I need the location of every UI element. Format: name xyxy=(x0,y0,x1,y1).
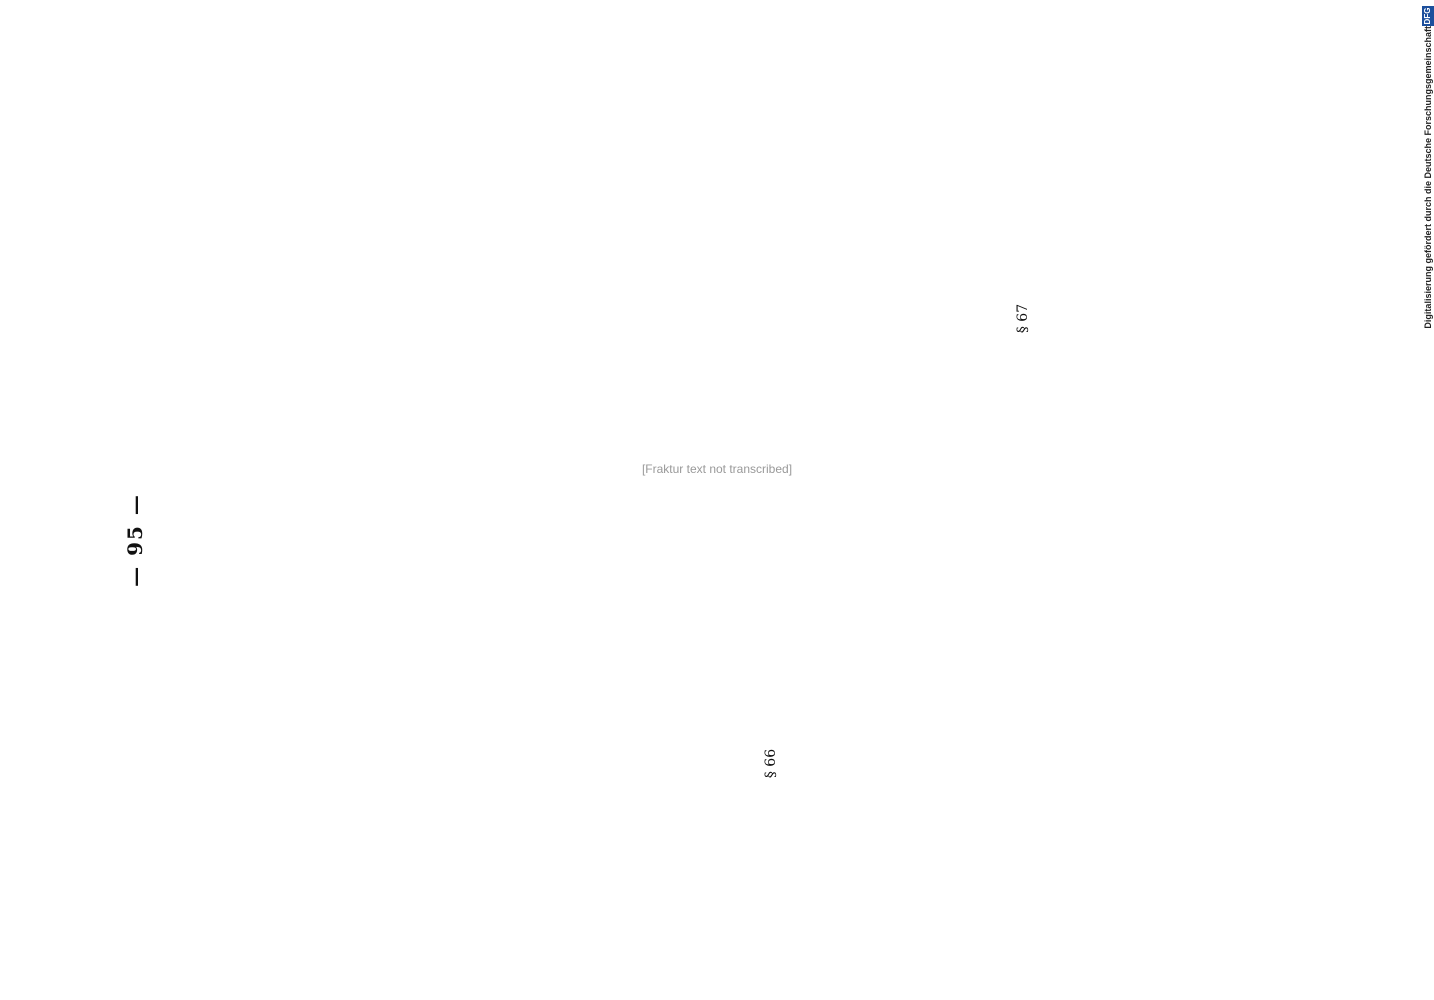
paragraph xyxy=(795,561,1065,966)
digitisation-credit xyxy=(1422,0,1434,1000)
book-page xyxy=(113,110,1333,970)
dfg-logo: DFG xyxy=(1423,7,1432,25)
section-heading-66: § 66 xyxy=(763,748,779,779)
paragraph xyxy=(775,116,831,521)
paragraph xyxy=(587,561,737,966)
paragraph xyxy=(175,116,423,521)
paragraph xyxy=(1081,561,1321,966)
paragraph xyxy=(439,116,759,521)
transcription-note: [Fraktur text not transcribed] xyxy=(641,462,793,476)
paragraph xyxy=(1237,116,1317,521)
right-column xyxy=(175,116,1325,521)
section-heading-67: § 67 xyxy=(1015,303,1031,334)
page-number: — 95 — xyxy=(123,493,147,587)
paragraph xyxy=(845,116,995,521)
paragraph xyxy=(175,561,395,966)
paragraph xyxy=(411,561,571,966)
left-column xyxy=(175,561,1325,966)
paragraph xyxy=(1047,116,1225,521)
digitisation-credit-text: Digitalisierung gefördert durch die Deutsche Forschungsgemeinschaft xyxy=(1423,26,1433,329)
